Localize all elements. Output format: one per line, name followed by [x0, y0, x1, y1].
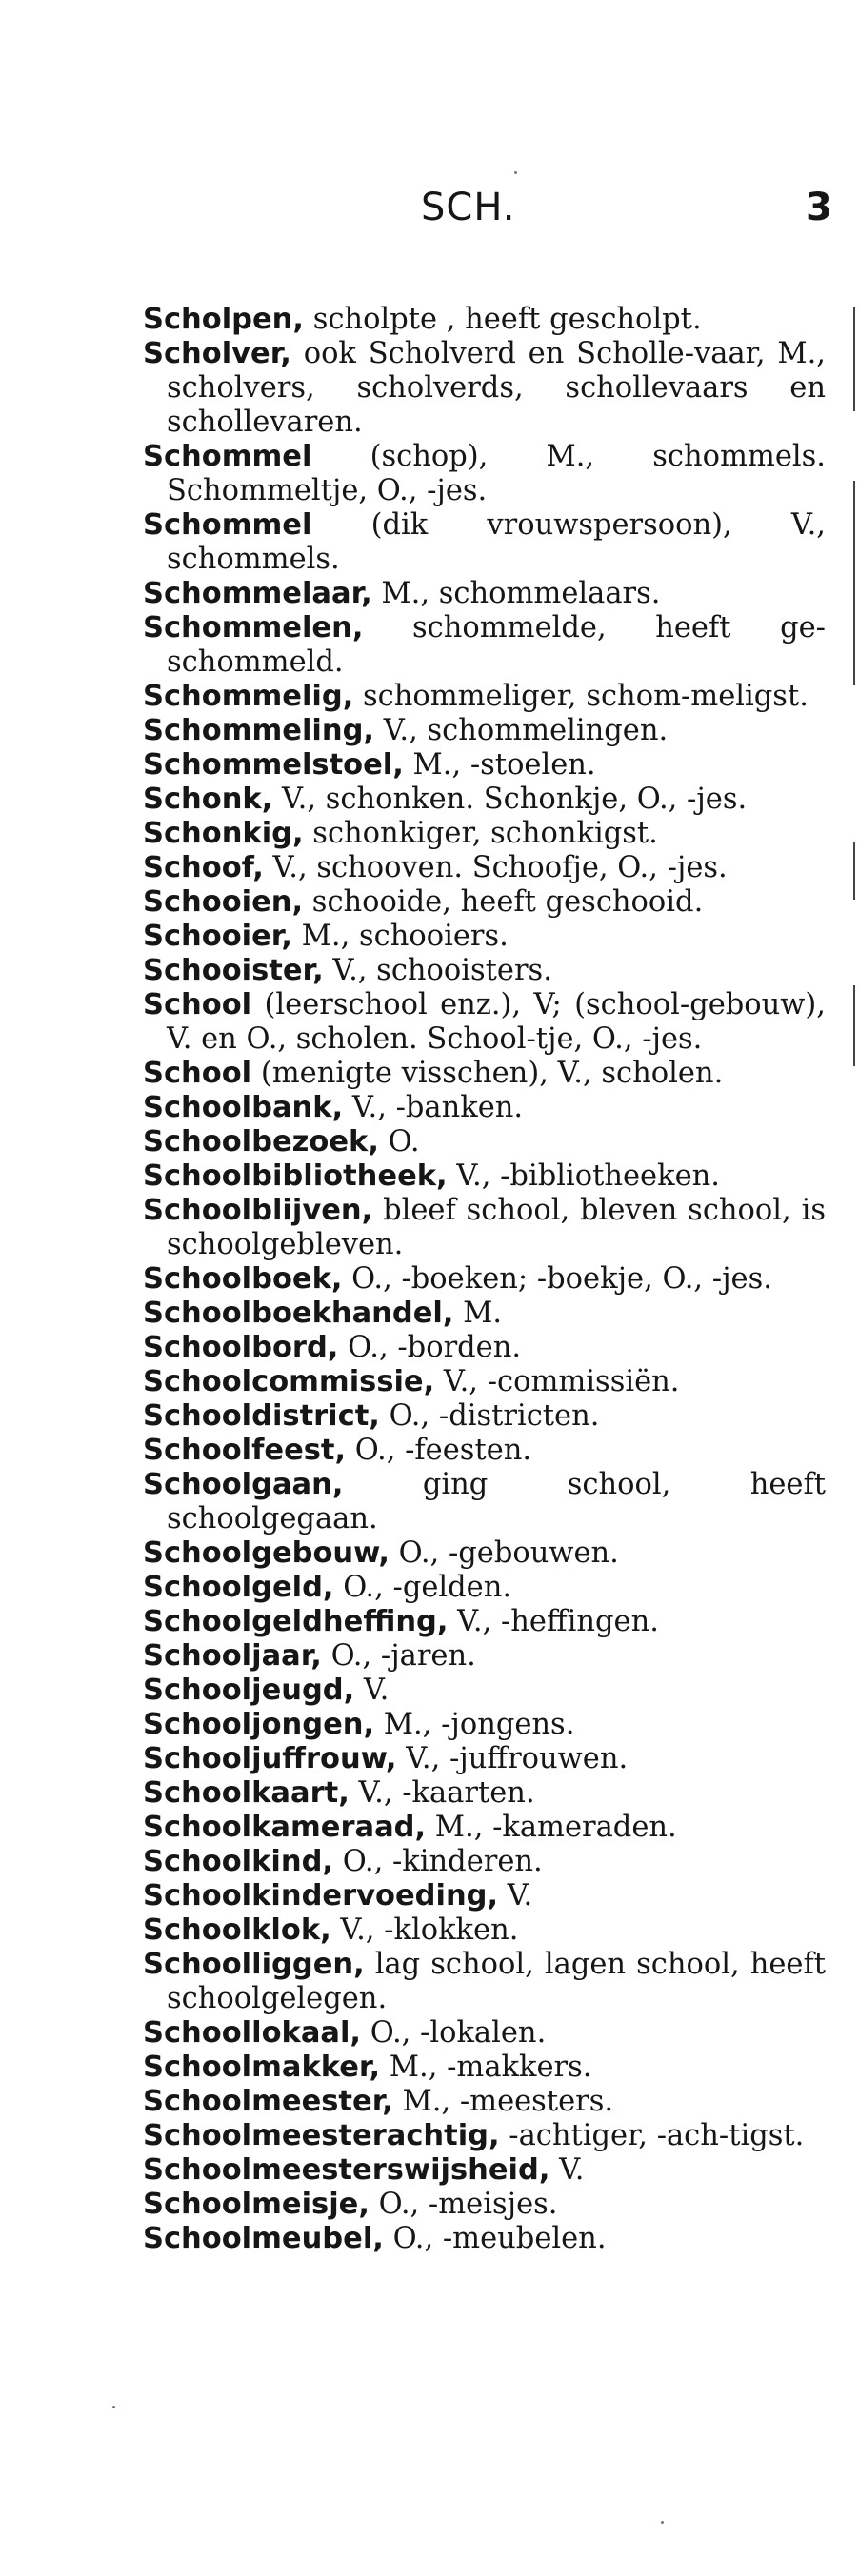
- margin-rule: [853, 481, 855, 685]
- entry-headword: Schoolbank,: [143, 1091, 344, 1124]
- entry-headword: School: [143, 1057, 252, 1090]
- dictionary-entry: [143, 1091, 826, 1125]
- dictionary-entry: [143, 1194, 826, 1262]
- entry-definition: V.: [549, 2153, 585, 2187]
- entry-definition: (dik vrouwspersoon), V., schommels.: [167, 508, 826, 576]
- margin-rule: [853, 307, 855, 411]
- entry-definition: (leerschool enz.), V; (school-gebouw), V. en O., scholen. School-tje, O., -jes.: [167, 988, 826, 1056]
- entry-headword: Schommel: [143, 508, 312, 542]
- entry-definition: M., schommelaars.: [371, 577, 661, 610]
- dictionary-entry: [143, 1639, 826, 1674]
- dictionary-entry: [143, 2119, 826, 2153]
- dictionary-entry: [143, 1159, 826, 1194]
- dictionary-entry: [143, 714, 826, 748]
- entry-headword: Schoolfeest,: [143, 1434, 347, 1467]
- dictionary-entry: [143, 577, 826, 611]
- entry-headword: Schommelig,: [143, 680, 354, 713]
- entry-definition: V.: [498, 1879, 533, 1912]
- entry-headword: Schoolkindervoeding,: [143, 1879, 499, 1912]
- scan-speck: [661, 2521, 664, 2524]
- entry-headword: School: [143, 988, 252, 1021]
- entry-headword: Schonk,: [143, 783, 273, 816]
- entry-definition: schooide, heeft geschooid.: [303, 885, 704, 919]
- entry-definition: ook Scholverd en Scholle-vaar, M., scholvers, scholverds, schollevaars en schollevaren.: [167, 337, 826, 439]
- entry-list: [143, 303, 826, 2256]
- margin-rule: [853, 842, 855, 900]
- entry-headword: Schooljaar,: [143, 1639, 322, 1673]
- entry-definition: O., -jaren.: [321, 1639, 476, 1673]
- entry-definition: O.: [378, 1125, 420, 1159]
- dictionary-entry: [143, 1536, 826, 1571]
- dictionary-entry: [143, 1571, 826, 1605]
- dictionary-entry: [143, 1365, 826, 1399]
- entry-headword: Schoolgebouw,: [143, 1536, 390, 1570]
- entry-headword: Scholver,: [143, 337, 291, 370]
- entry-definition: O., -borden.: [338, 1331, 522, 1364]
- entry-headword: Schoolmeesterswijsheid,: [143, 2153, 550, 2187]
- entry-definition: scholpte , heeft gescholpt.: [304, 303, 702, 336]
- entry-headword: Schommelaar,: [143, 577, 372, 610]
- entry-definition: V., -kaarten.: [349, 1776, 535, 1810]
- page-number: 3: [806, 186, 832, 229]
- entry-headword: Schoolgeldheffing,: [143, 1605, 449, 1638]
- entry-headword: Schoolmeisje,: [143, 2188, 370, 2221]
- dictionary-entry: [143, 1399, 826, 1434]
- dictionary-entry: [143, 1776, 826, 1811]
- entry-headword: Schommel: [143, 440, 312, 473]
- entry-headword: Schooljongen,: [143, 1708, 375, 1741]
- dictionary-entry: [143, 1708, 826, 1742]
- entry-headword: Schooister,: [143, 954, 324, 987]
- entry-definition: bleef school, bleven school, is schoolgebleven.: [167, 1194, 826, 1261]
- entry-headword: Schoolmeubel,: [143, 2222, 384, 2255]
- entry-headword: Schoolgaan,: [143, 1468, 344, 1501]
- entry-definition: O., -gebouwen.: [389, 1536, 619, 1570]
- entry-headword: Schommeling,: [143, 714, 375, 747]
- entry-definition: ging school, heeft schoolgegaan.: [167, 1468, 826, 1536]
- entry-definition: V., schooven. Schoofje, O., -jes.: [263, 851, 728, 884]
- entry-headword: Schoolboek,: [143, 1262, 343, 1296]
- dictionary-entry: [143, 851, 826, 885]
- dictionary-entry: [143, 508, 826, 577]
- entry-definition: schonkiger, schonkigst.: [303, 817, 658, 850]
- dictionary-entry: [143, 1879, 826, 1913]
- entry-headword: Schoolbord,: [143, 1331, 339, 1364]
- entry-definition: M., -meesters.: [392, 2085, 614, 2118]
- entry-definition: V., -banken.: [343, 1091, 524, 1124]
- entry-headword: Schoolmeesterachtig,: [143, 2119, 500, 2152]
- entry-headword: Schoolgeld,: [143, 1571, 334, 1604]
- dictionary-entry: [143, 885, 826, 920]
- dictionary-entry: [143, 783, 826, 817]
- entry-headword: Schommelstoel,: [143, 748, 404, 782]
- entry-headword: Schoolkaart,: [143, 1776, 350, 1810]
- dictionary-entry: [143, 611, 826, 680]
- entry-headword: Schoolmakker,: [143, 2051, 381, 2084]
- entry-definition: O., -feesten.: [346, 1434, 532, 1467]
- entry-headword: Schooljeugd,: [143, 1674, 355, 1707]
- entry-definition: M., schooiers.: [291, 920, 509, 953]
- entry-definition: O., -gelden.: [333, 1571, 512, 1604]
- entry-headword: Schoolkameraad,: [143, 1811, 427, 1844]
- dictionary-entry: [143, 2222, 826, 2256]
- dictionary-entry: [143, 337, 826, 440]
- entry-headword: Schoof,: [143, 851, 264, 884]
- dictionary-entry: [143, 440, 826, 508]
- entry-headword: Schooier,: [143, 920, 292, 953]
- dictionary-entry: [143, 954, 826, 988]
- dictionary-entry: [143, 2188, 826, 2222]
- dictionary-entry: [143, 1674, 826, 1708]
- entry-definition: O., -meisjes.: [369, 2188, 558, 2221]
- section-title: SCH.: [421, 186, 516, 229]
- entry-definition: V., -juffrouwen.: [396, 1742, 629, 1775]
- entry-definition: V., schommelingen.: [374, 714, 669, 747]
- entry-headword: Schoolliggen,: [143, 1948, 365, 1981]
- dictionary-entry: [143, 1434, 826, 1468]
- entry-headword: Schoolbibliotheek,: [143, 1159, 448, 1193]
- dictionary-entry: [143, 1331, 826, 1365]
- dictionary-entry: [143, 1811, 826, 1845]
- entry-definition: O., -districten.: [379, 1399, 600, 1433]
- entry-headword: Schoollokaal,: [143, 2016, 362, 2050]
- entry-definition: M.: [453, 1297, 503, 1330]
- entry-definition: -achtiger, -ach-tigst.: [499, 2119, 805, 2152]
- entry-headword: Scholpen,: [143, 303, 304, 336]
- dictionary-entry: [143, 1057, 826, 1091]
- dictionary-entry: [143, 1913, 826, 1948]
- entry-headword: Schoolklok,: [143, 1913, 331, 1947]
- dictionary-entry: [143, 2016, 826, 2051]
- dictionary-entry: [143, 1262, 826, 1297]
- entry-headword: Schoolbezoek,: [143, 1125, 379, 1159]
- dictionary-entry: [143, 1468, 826, 1536]
- dictionary-entry: [143, 920, 826, 954]
- dictionary-entry: [143, 2085, 826, 2119]
- dictionary-entry: [143, 1297, 826, 1331]
- entry-headword: Schooldistrict,: [143, 1399, 380, 1433]
- margin-rule: [853, 985, 855, 1066]
- entry-headword: Schonkig,: [143, 817, 304, 850]
- entry-headword: Schoolblijven,: [143, 1194, 373, 1227]
- running-header: [0, 186, 859, 243]
- entry-definition: O., -kinderen.: [333, 1845, 543, 1878]
- dictionary-entry: [143, 1845, 826, 1879]
- dictionary-entry: [143, 2153, 826, 2188]
- entry-definition: V., schonken. Schonkje, O., -jes.: [272, 783, 748, 816]
- dictionary-entry: [143, 1948, 826, 2016]
- entry-headword: Schoolkind,: [143, 1845, 333, 1878]
- dictionary-entry: [143, 1125, 826, 1159]
- entry-definition: (schop), M., schommels. Schommeltje, O., -jes.: [167, 440, 826, 507]
- entry-headword: Schommelen,: [143, 611, 364, 644]
- entry-definition: V., -bibliotheeken.: [447, 1159, 720, 1193]
- dictionary-entry: [143, 988, 826, 1057]
- entry-definition: V., -commissiën.: [434, 1365, 680, 1398]
- entry-definition: V., -klokken.: [330, 1913, 519, 1947]
- entry-definition: V., schooisters.: [323, 954, 552, 987]
- entry-definition: lag school, lagen school, heeft schoolgelegen.: [167, 1948, 826, 2015]
- scan-speck: [514, 171, 517, 174]
- entry-headword: Schoolmeester,: [143, 2085, 393, 2118]
- dictionary-entry: [143, 748, 826, 783]
- entry-definition: M., -stoelen.: [403, 748, 596, 782]
- entry-definition: schommeliger, schom-meligst.: [353, 680, 809, 713]
- dictionary-entry: [143, 2051, 826, 2085]
- entry-definition: V., -heffingen.: [448, 1605, 659, 1638]
- entry-definition: M., -makkers.: [380, 2051, 592, 2084]
- entry-definition: M., -jongens.: [374, 1708, 575, 1741]
- entry-headword: Schooljuffrouw,: [143, 1742, 397, 1775]
- entry-definition: (menigte visschen), V., scholen.: [251, 1057, 724, 1090]
- entry-definition: O., -lokalen.: [361, 2016, 547, 2050]
- dictionary-entry: [143, 1605, 826, 1639]
- dictionary-entry: [143, 1742, 826, 1776]
- entry-definition: O., -boeken; -boekje, O., -jes.: [342, 1262, 772, 1296]
- entry-definition: M., -kameraden.: [426, 1811, 677, 1844]
- entry-definition: V.: [354, 1674, 390, 1707]
- entry-headword: Schoolcommissie,: [143, 1365, 435, 1398]
- entry-headword: Schoolboekhandel,: [143, 1297, 454, 1330]
- entry-definition: schommelde, heeft ge-schommeld.: [167, 611, 826, 679]
- scan-speck: [112, 2406, 115, 2408]
- dictionary-entry: [143, 303, 826, 337]
- dictionary-entry: [143, 680, 826, 714]
- dictionary-entry: [143, 817, 826, 851]
- entry-headword: Schooien,: [143, 885, 304, 919]
- entry-definition: O., -meubelen.: [383, 2222, 607, 2255]
